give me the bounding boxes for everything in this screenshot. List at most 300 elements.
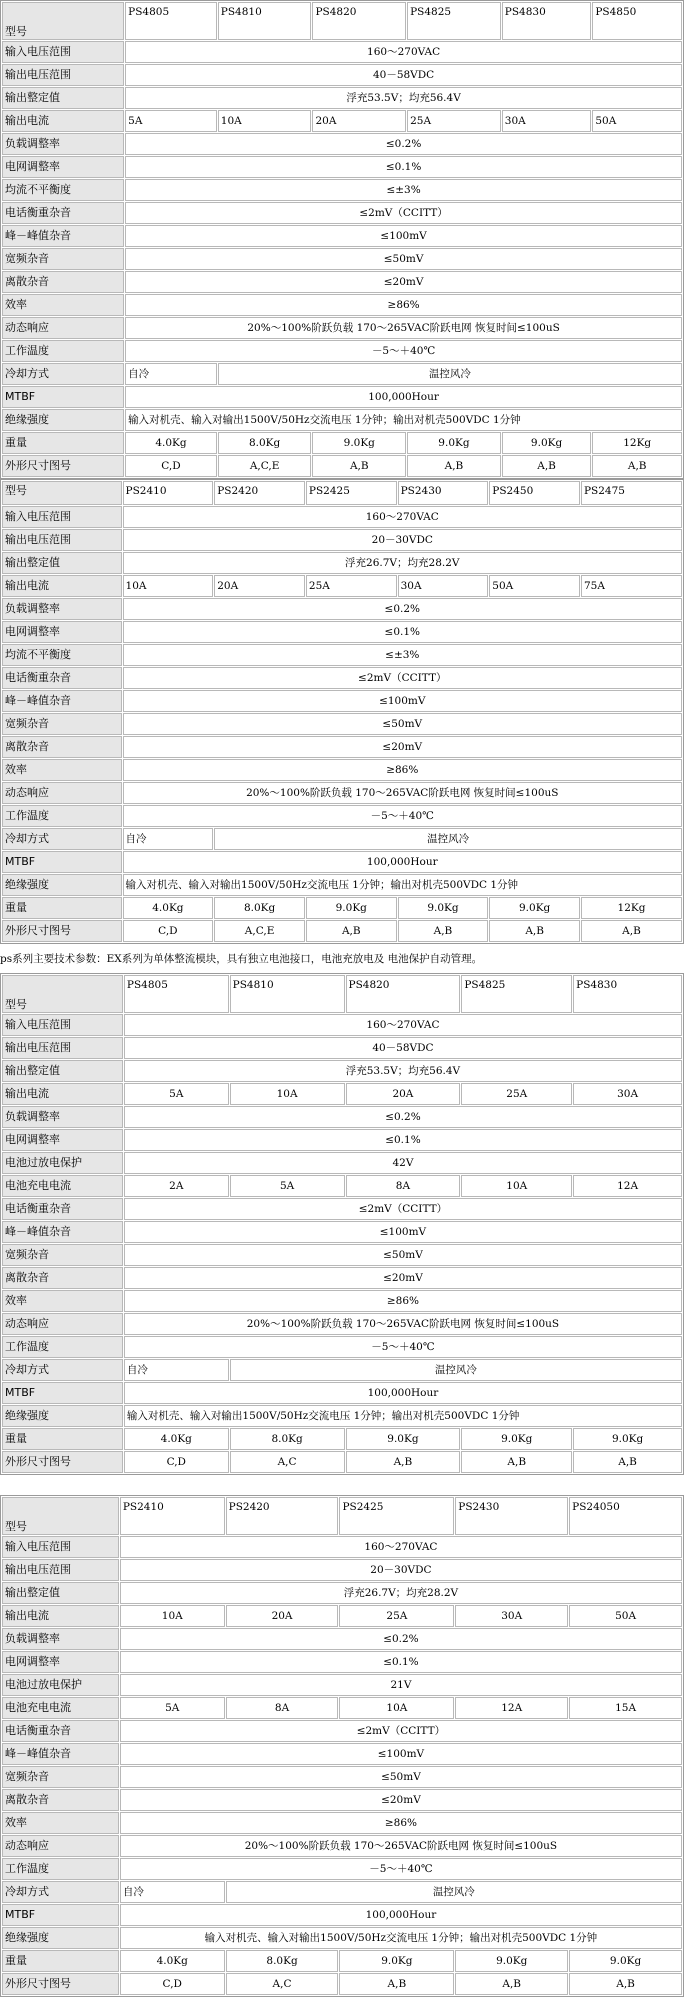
value-discrete: ≤20mV [123, 736, 682, 758]
value-dynamic: 20%～100%阶跃负载 170～265VAC阶跃电网 恢复时间≤100uS [120, 1835, 682, 1857]
row-grid-reg [2, 621, 682, 643]
label-output-setting: 输出整定值 [2, 552, 122, 574]
spec-table-ps24 [0, 479, 684, 944]
charge-cell: 12A [455, 1697, 568, 1719]
value-ripple: ≤100mV [120, 1743, 682, 1765]
current-cell: 5A [125, 110, 217, 132]
label-charge-current: 电池充电电流 [2, 1175, 123, 1197]
charge-cell: 10A [461, 1175, 572, 1197]
value-insulation: 输入对机壳、输入对输出1500V/50Hz交流电压 1分钟；输出对机壳500VDC 1分钟 [120, 1927, 682, 1949]
current-cell: 10A [218, 110, 312, 132]
model-cell: PS2420 [226, 1497, 339, 1535]
value-output-range: 40－58VDC [124, 1037, 682, 1059]
label-ripple: 峰－峰值杂音 [2, 1743, 119, 1765]
label-dynamic: 动态响应 [2, 1313, 123, 1335]
label-wideband: 宽频杂音 [2, 713, 122, 735]
value-input-range: 160～270VAC [120, 1536, 682, 1558]
label-weight: 重量 [2, 1950, 119, 1972]
label-current-share: 均流不平衡度 [2, 644, 122, 666]
weight-cell: 8.0Kg [214, 897, 305, 919]
model-cell: PS2430 [455, 1497, 568, 1535]
label-grid-reg: 电网调整率 [2, 1651, 119, 1673]
dim-cell: A,B [339, 1973, 454, 1995]
value-cooling-natural: 自冷 [123, 828, 214, 850]
value-insulation: 输入对机壳、输入对输出1500V/50Hz交流电压 1分钟；输出对机壳500VDC 1分钟 [125, 409, 682, 431]
value-load-reg: ≤0.2% [125, 133, 682, 155]
weight-cell: 4.0Kg [120, 1950, 225, 1972]
label-discrete: 离散杂音 [2, 736, 122, 758]
dim-cell: A,B [407, 455, 501, 477]
dim-cell: A,C [226, 1973, 339, 1995]
row-input-range [2, 41, 682, 63]
value-temperature: －5～＋40℃ [123, 805, 682, 827]
row-output-setting [2, 1582, 682, 1604]
weight-cell: 12Kg [581, 897, 682, 919]
charge-cell: 15A [569, 1697, 682, 1719]
weight-cell: 4.0Kg [124, 1428, 229, 1450]
row-ripple [2, 1221, 682, 1243]
current-cell: 20A [214, 575, 305, 597]
value-current-share: ≤±3% [123, 644, 682, 666]
weight-cell: 8.0Kg [226, 1950, 339, 1972]
charge-cell: 8A [226, 1697, 339, 1719]
spacer [0, 1475, 686, 1495]
label-dimension: 外形尺寸图号 [2, 1451, 123, 1473]
current-cell: 25A [306, 575, 397, 597]
label-model: 型号 [2, 975, 123, 1013]
row-cooling [2, 363, 682, 385]
label-battery-protect: 电池过放电保护 [2, 1152, 123, 1174]
row-psophometric [2, 1198, 682, 1220]
row-output-current [2, 575, 682, 597]
row-weight [2, 897, 682, 919]
label-cooling: 冷却方式 [2, 828, 122, 850]
weight-cell: 9.0Kg [407, 432, 501, 454]
row-weight [2, 1428, 682, 1450]
label-model: 型号 [2, 1497, 119, 1535]
label-input-range: 输入电压范围 [2, 41, 124, 63]
current-cell: 10A [230, 1083, 345, 1105]
row-grid-reg [2, 1129, 682, 1151]
row-mtbf [2, 851, 682, 873]
row-current-share [2, 179, 682, 201]
row-ripple [2, 690, 682, 712]
row-output-current [2, 110, 682, 132]
current-cell: 25A [407, 110, 501, 132]
row-temperature [2, 805, 682, 827]
weight-cell: 9.0Kg [398, 897, 489, 919]
current-cell: 50A [569, 1605, 682, 1627]
label-temperature: 工作温度 [2, 805, 122, 827]
row-dynamic [2, 1313, 682, 1335]
label-weight: 重量 [2, 1428, 123, 1450]
value-input-range: 160～270VAC [125, 41, 682, 63]
model-cell: PS2420 [214, 481, 305, 505]
value-mtbf: 100,000Hour [123, 851, 682, 873]
row-output-current [2, 1083, 682, 1105]
model-cell: PS4810 [230, 975, 345, 1013]
dim-cell: A,B [581, 920, 682, 942]
weight-cell: 9.0Kg [502, 432, 592, 454]
row-battery-protect [2, 1674, 682, 1696]
label-cooling: 冷却方式 [2, 1359, 123, 1381]
row-dimension [2, 1973, 682, 1995]
label-dimension: 外形尺寸图号 [2, 1973, 119, 1995]
row-psophometric [2, 667, 682, 689]
value-cooling-fan: 温控风冷 [230, 1359, 682, 1381]
dim-cell: A,B [398, 920, 489, 942]
value-ripple: ≤100mV [123, 690, 682, 712]
row-discrete [2, 736, 682, 758]
row-temperature [2, 1336, 682, 1358]
label-dynamic: 动态响应 [2, 317, 124, 339]
row-model [2, 1497, 682, 1535]
row-output-setting [2, 87, 682, 109]
row-dynamic [2, 1835, 682, 1857]
row-input-range [2, 506, 682, 528]
label-ripple: 峰－峰值杂音 [2, 225, 124, 247]
value-ripple: ≤100mV [124, 1221, 682, 1243]
value-output-setting: 浮充26.7V；均充28.2V [120, 1582, 682, 1604]
model-cell: PS4810 [218, 2, 312, 40]
value-input-range: 160～270VAC [124, 1014, 682, 1036]
value-insulation: 输入对机壳、输入对输出1500V/50Hz交流电压 1分钟；输出对机壳500VDC 1分钟 [123, 874, 682, 896]
label-temperature: 工作温度 [2, 1336, 123, 1358]
spec-table-ps48-battery [0, 973, 684, 1475]
value-temperature: －5～＋40℃ [125, 340, 682, 362]
row-dynamic [2, 782, 682, 804]
label-psophometric: 电话衡重杂音 [2, 667, 122, 689]
value-mtbf: 100,000Hour [124, 1382, 682, 1404]
row-wideband [2, 713, 682, 735]
charge-cell: 8A [346, 1175, 461, 1197]
current-cell: 20A [312, 110, 406, 132]
weight-cell: 9.0Kg [573, 1428, 682, 1450]
model-cell: PS2425 [339, 1497, 454, 1535]
value-wideband: ≤50mV [123, 713, 682, 735]
row-model [2, 975, 682, 1013]
model-cell: PS2450 [489, 481, 580, 505]
row-input-range [2, 1014, 682, 1036]
current-cell: 25A [339, 1605, 454, 1627]
value-efficiency: ≥86% [125, 294, 682, 316]
value-output-range: 20－30VDC [123, 529, 682, 551]
series-note: ps系列主要技术参数：EX系列为单体整流模块，具有独立电池接口，电池充放电及 电池保护自动管理。 [0, 953, 483, 965]
current-cell: 75A [581, 575, 682, 597]
row-load-reg [2, 598, 682, 620]
row-mtbf [2, 1382, 682, 1404]
model-cell: PS24050 [569, 1497, 682, 1535]
row-efficiency [2, 759, 682, 781]
row-insulation [2, 874, 682, 896]
label-ripple: 峰－峰值杂音 [2, 1221, 123, 1243]
row-current-share [2, 644, 682, 666]
value-cooling-fan: 温控风冷 [226, 1881, 682, 1903]
label-efficiency: 效率 [2, 1812, 119, 1834]
row-insulation [2, 409, 682, 431]
label-discrete: 离散杂音 [2, 271, 124, 293]
label-current-share: 均流不平衡度 [2, 179, 124, 201]
label-weight: 重量 [2, 432, 124, 454]
label-output-setting: 输出整定值 [2, 87, 124, 109]
value-ripple: ≤100mV [125, 225, 682, 247]
label-insulation: 绝缘强度 [2, 1927, 119, 1949]
weight-cell: 8.0Kg [218, 432, 312, 454]
label-psophometric: 电话衡重杂音 [2, 1720, 119, 1742]
row-output-setting [2, 1060, 682, 1082]
model-cell: PS4820 [346, 975, 461, 1013]
label-mtbf: MTBF [2, 1904, 119, 1926]
label-dimension: 外形尺寸图号 [2, 920, 122, 942]
row-dimension [2, 920, 682, 942]
value-load-reg: ≤0.2% [123, 598, 682, 620]
current-cell: 30A [573, 1083, 682, 1105]
model-cell: PS4820 [312, 2, 406, 40]
weight-cell: 8.0Kg [230, 1428, 345, 1450]
charge-cell: 10A [339, 1697, 454, 1719]
label-psophometric: 电话衡重杂音 [2, 1198, 123, 1220]
current-cell: 10A [123, 575, 214, 597]
row-temperature [2, 340, 682, 362]
value-wideband: ≤50mV [120, 1766, 682, 1788]
row-efficiency [2, 1290, 682, 1312]
label-output-range: 输出电压范围 [2, 529, 122, 551]
value-dynamic: 20%～100%阶跃负载 170～265VAC阶跃电网 恢复时间≤100uS [124, 1313, 682, 1335]
weight-cell: 9.0Kg [489, 897, 580, 919]
row-model [2, 2, 682, 40]
value-psophometric: ≤2mV（CCITT） [123, 667, 682, 689]
row-charge-current [2, 1697, 682, 1719]
row-weight [2, 1950, 682, 1972]
value-cooling-fan: 温控风冷 [218, 363, 682, 385]
dim-cell: C,D [125, 455, 217, 477]
model-cell: PS2425 [306, 481, 397, 505]
label-load-reg: 负载调整率 [2, 1106, 123, 1128]
dim-cell: A,C [230, 1451, 345, 1473]
model-cell: PS4805 [124, 975, 229, 1013]
label-insulation: 绝缘强度 [2, 409, 124, 431]
row-insulation [2, 1927, 682, 1949]
current-cell: 30A [502, 110, 592, 132]
row-weight [2, 432, 682, 454]
model-cell: PS2410 [123, 481, 214, 505]
row-discrete [2, 271, 682, 293]
model-cell: PS4850 [592, 2, 682, 40]
value-load-reg: ≤0.2% [124, 1106, 682, 1128]
value-cooling-natural: 自冷 [120, 1881, 225, 1903]
value-efficiency: ≥86% [123, 759, 682, 781]
spec-table-ps48 [0, 0, 684, 479]
label-mtbf: MTBF [2, 386, 124, 408]
row-cooling [2, 1881, 682, 1903]
current-cell: 30A [398, 575, 489, 597]
weight-cell: 9.0Kg [312, 432, 406, 454]
dim-cell: A,B [573, 1451, 682, 1473]
row-temperature [2, 1858, 682, 1880]
spec-table-ps24-battery [0, 1495, 684, 1997]
row-grid-reg [2, 1651, 682, 1673]
label-input-range: 输入电压范围 [2, 1014, 123, 1036]
row-load-reg [2, 133, 682, 155]
charge-cell: 12A [573, 1175, 682, 1197]
weight-cell: 9.0Kg [306, 897, 397, 919]
value-grid-reg: ≤0.1% [125, 156, 682, 178]
row-output-range [2, 64, 682, 86]
label-output-range: 输出电压范围 [2, 1559, 119, 1581]
label-temperature: 工作温度 [2, 1858, 119, 1880]
current-cell: 20A [226, 1605, 339, 1627]
row-ripple [2, 1743, 682, 1765]
weight-cell: 9.0Kg [346, 1428, 461, 1450]
row-output-range [2, 1037, 682, 1059]
label-weight: 重量 [2, 897, 122, 919]
row-discrete [2, 1789, 682, 1811]
label-output-current: 输出电流 [2, 575, 122, 597]
value-cooling-natural: 自冷 [124, 1359, 229, 1381]
label-grid-reg: 电网调整率 [2, 1129, 123, 1151]
charge-cell: 5A [230, 1175, 345, 1197]
label-mtbf: MTBF [2, 1382, 123, 1404]
row-dimension [2, 1451, 682, 1473]
weight-cell: 9.0Kg [455, 1950, 568, 1972]
row-dimension [2, 455, 682, 477]
value-output-range: 40－58VDC [125, 64, 682, 86]
label-grid-reg: 电网调整率 [2, 621, 122, 643]
dim-cell: A,B [346, 1451, 461, 1473]
weight-cell: 9.0Kg [569, 1950, 682, 1972]
label-cooling: 冷却方式 [2, 363, 124, 385]
label-mtbf: MTBF [2, 851, 122, 873]
charge-cell: 2A [124, 1175, 229, 1197]
label-ripple: 峰－峰值杂音 [2, 690, 122, 712]
label-load-reg: 负载调整率 [2, 1628, 119, 1650]
value-wideband: ≤50mV [125, 248, 682, 270]
row-cooling [2, 828, 682, 850]
value-psophometric: ≤2mV（CCITT） [124, 1198, 682, 1220]
value-cooling-fan: 温控风冷 [214, 828, 682, 850]
row-output-current [2, 1605, 682, 1627]
row-output-range [2, 1559, 682, 1581]
dim-cell: A,B [461, 1451, 572, 1473]
value-battery-protect: 42V [124, 1152, 682, 1174]
row-input-range [2, 1536, 682, 1558]
label-output-current: 输出电流 [2, 1083, 123, 1105]
value-wideband: ≤50mV [124, 1244, 682, 1266]
weight-cell: 9.0Kg [339, 1950, 454, 1972]
label-output-range: 输出电压范围 [2, 1037, 123, 1059]
label-load-reg: 负载调整率 [2, 133, 124, 155]
dim-cell: A,B [489, 920, 580, 942]
value-temperature: －5～＋40℃ [120, 1858, 682, 1880]
row-model [2, 481, 682, 505]
value-battery-protect: 21V [120, 1674, 682, 1696]
label-model: 型号 [2, 481, 122, 505]
current-cell: 10A [120, 1605, 225, 1627]
row-mtbf [2, 386, 682, 408]
value-grid-reg: ≤0.1% [124, 1129, 682, 1151]
label-load-reg: 负载调整率 [2, 598, 122, 620]
label-output-current: 输出电流 [2, 1605, 119, 1627]
row-ripple [2, 225, 682, 247]
value-grid-reg: ≤0.1% [123, 621, 682, 643]
weight-cell: 9.0Kg [461, 1428, 572, 1450]
model-cell: PS2430 [398, 481, 489, 505]
value-output-setting: 浮充26.7V；均充28.2V [123, 552, 682, 574]
value-efficiency: ≥86% [120, 1812, 682, 1834]
row-efficiency [2, 294, 682, 316]
dim-cell: C,D [120, 1973, 225, 1995]
model-cell: PS4825 [461, 975, 572, 1013]
value-temperature: －5～＋40℃ [124, 1336, 682, 1358]
label-input-range: 输入电压范围 [2, 506, 122, 528]
model-cell: PS4830 [502, 2, 592, 40]
current-cell: 20A [346, 1083, 461, 1105]
label-output-range: 输出电压范围 [2, 64, 124, 86]
label-wideband: 宽频杂音 [2, 1244, 123, 1266]
model-cell: PS4805 [125, 2, 217, 40]
row-insulation [2, 1405, 682, 1427]
value-psophometric: ≤2mV（CCITT） [125, 202, 682, 224]
current-cell: 30A [455, 1605, 568, 1627]
label-model: 型号 [2, 2, 124, 40]
dim-cell: C,D [124, 1451, 229, 1473]
value-grid-reg: ≤0.1% [120, 1651, 682, 1673]
label-dynamic: 动态响应 [2, 1835, 119, 1857]
dim-cell: A,C,E [218, 455, 312, 477]
row-charge-current [2, 1175, 682, 1197]
label-efficiency: 效率 [2, 1290, 123, 1312]
value-load-reg: ≤0.2% [120, 1628, 682, 1650]
label-dynamic: 动态响应 [2, 782, 122, 804]
label-input-range: 输入电压范围 [2, 1536, 119, 1558]
row-wideband [2, 1766, 682, 1788]
model-cell: PS4830 [573, 975, 682, 1013]
label-discrete: 离散杂音 [2, 1267, 123, 1289]
label-output-setting: 输出整定值 [2, 1582, 119, 1604]
row-output-setting [2, 552, 682, 574]
label-battery-protect: 电池过放电保护 [2, 1674, 119, 1696]
model-cell: PS4825 [407, 2, 501, 40]
dim-cell: A,B [569, 1973, 682, 1995]
value-psophometric: ≤2mV（CCITT） [120, 1720, 682, 1742]
dim-cell: C,D [123, 920, 214, 942]
label-psophometric: 电话衡重杂音 [2, 202, 124, 224]
row-discrete [2, 1267, 682, 1289]
row-wideband [2, 248, 682, 270]
dim-cell: A,B [455, 1973, 568, 1995]
value-dynamic: 20%～100%阶跃负载 170～265VAC阶跃电网 恢复时间≤100uS [125, 317, 682, 339]
label-wideband: 宽频杂音 [2, 1766, 119, 1788]
row-load-reg [2, 1106, 682, 1128]
value-output-setting: 浮充53.5V；均充56.4V [124, 1060, 682, 1082]
value-insulation: 输入对机壳、输入对输出1500V/50Hz交流电压 1分钟；输出对机壳500VDC 1分钟 [124, 1405, 682, 1427]
dim-cell: A,B [502, 455, 592, 477]
charge-cell: 5A [120, 1697, 225, 1719]
model-cell: PS2475 [581, 481, 682, 505]
model-cell: PS2410 [120, 1497, 225, 1535]
value-output-range: 20－30VDC [120, 1559, 682, 1581]
label-grid-reg: 电网调整率 [2, 156, 124, 178]
label-efficiency: 效率 [2, 759, 122, 781]
weight-cell: 12Kg [592, 432, 682, 454]
row-cooling [2, 1359, 682, 1381]
row-load-reg [2, 1628, 682, 1650]
weight-cell: 4.0Kg [123, 897, 214, 919]
dim-cell: A,B [592, 455, 682, 477]
row-psophometric [2, 1720, 682, 1742]
row-dynamic [2, 317, 682, 339]
value-output-setting: 浮充53.5V；均充56.4V [125, 87, 682, 109]
